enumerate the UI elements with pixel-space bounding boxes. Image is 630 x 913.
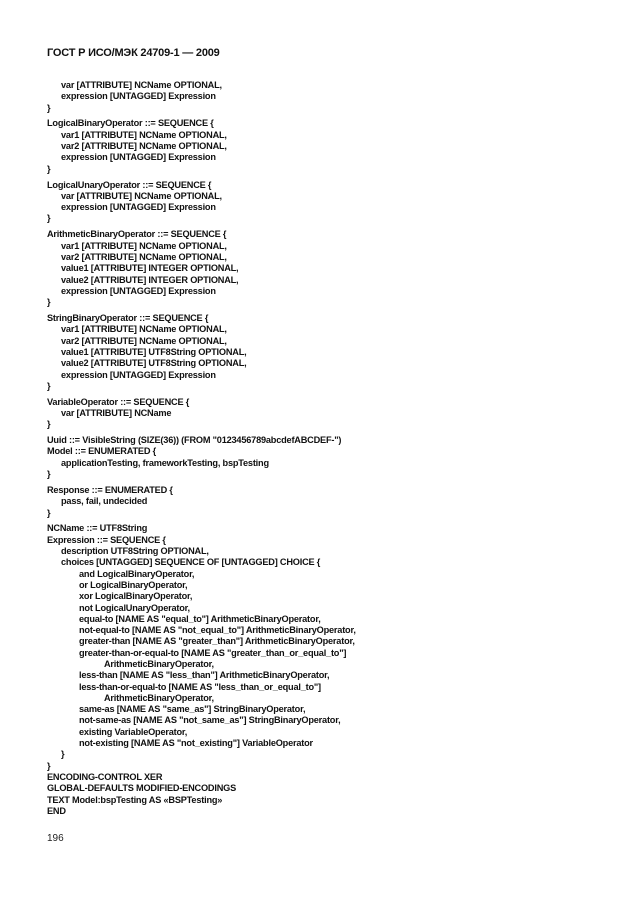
code-line: description UTF8String OPTIONAL,: [61, 546, 209, 557]
asn1-code-listing: [47, 80, 356, 817]
code-line: expression [UNTAGGED] Expression: [61, 369, 216, 380]
code-line: }: [47, 213, 51, 224]
code-line: and LogicalBinaryOperator,: [79, 568, 195, 579]
code-line: ArithmeticBinaryOperator,: [104, 659, 214, 669]
document-header: ГОСТ Р ИСО/МЭК 24709-1 — 2009: [47, 47, 220, 59]
code-line: var [ATTRIBUTE] NCName OPTIONAL,: [61, 190, 222, 201]
code-line: var [ATTRIBUTE] NCName: [61, 407, 172, 418]
code-line: TEXT Model:bspTesting AS «BSPTesting»: [47, 794, 223, 805]
code-line: var2 [ATTRIBUTE] NCName OPTIONAL,: [61, 335, 227, 346]
code-line: VariableOperator ::= SEQUENCE {: [47, 396, 190, 407]
code-line: Expression ::= SEQUENCE {: [47, 534, 166, 545]
code-line: Model ::= ENUMERATED {: [47, 446, 156, 457]
code-line: expression [UNTAGGED] Expression: [61, 202, 216, 213]
code-line: LogicalBinaryOperator ::= SEQUENCE {: [47, 118, 214, 129]
code-line: or LogicalBinaryOperator,: [79, 579, 188, 590]
code-line: same-as [NAME AS "same_as"] StringBinaryOperator,: [79, 704, 306, 715]
code-line: existing VariableOperator,: [79, 726, 188, 737]
code-line: value1 [ATTRIBUTE] UTF8String OPTIONAL,: [61, 346, 247, 357]
code-line: expression [UNTAGGED] Expression: [61, 285, 216, 296]
code-line: }: [47, 297, 51, 308]
code-line: choices [UNTAGGED] SEQUENCE OF [UNTAGGED] CHOICE {: [61, 557, 321, 568]
code-line: applicationTesting, frameworkTesting, bspTesting: [61, 457, 269, 468]
code-line: value1 [ATTRIBUTE] INTEGER OPTIONAL,: [61, 263, 239, 274]
code-line: less-than-or-equal-to [NAME AS "less_than_or_equal_to"]: [79, 681, 321, 692]
code-line: ENCODING-CONTROL XER: [47, 771, 163, 782]
code-line: var2 [ATTRIBUTE] NCName OPTIONAL,: [61, 251, 227, 262]
code-line: var [ATTRIBUTE] NCName OPTIONAL,: [61, 80, 222, 90]
code-line: value2 [ATTRIBUTE] INTEGER OPTIONAL,: [61, 274, 239, 285]
code-line: LogicalUnaryOperator ::= SEQUENCE {: [47, 179, 212, 190]
code-line: xor LogicalBinaryOperator,: [79, 591, 193, 602]
code-line: }: [47, 419, 51, 430]
code-line: var1 [ATTRIBUTE] NCName OPTIONAL,: [61, 240, 227, 251]
code-line: }: [47, 102, 51, 113]
code-line: not-same-as [NAME AS "not_same_as"] StringBinaryOperator,: [79, 715, 341, 726]
code-line: Response ::= ENUMERATED {: [47, 484, 173, 495]
code-line: value2 [ATTRIBUTE] UTF8String OPTIONAL,: [61, 358, 247, 369]
code-line: Uuid ::= VisibleString (SIZE(36)) (FROM "0123456789abcdefABCDEF-"): [47, 435, 342, 446]
code-line: not LogicalUnaryOperator,: [79, 602, 190, 613]
code-line: greater-than [NAME AS "greater_than"] ArithmeticBinaryOperator,: [79, 636, 355, 647]
code-line: }: [47, 760, 51, 771]
code-line: expression [UNTAGGED] Expression: [61, 152, 216, 163]
code-line: not-existing [NAME AS "not_existing"] VariableOperator: [79, 738, 313, 749]
code-line: less-than [NAME AS "less_than"] ArithmeticBinaryOperator,: [79, 670, 330, 681]
code-line: }: [47, 163, 51, 174]
code-line: END: [47, 805, 66, 816]
code-line: NCName ::= UTF8String: [47, 523, 148, 534]
code-line: not-equal-to [NAME AS "not_equal_to"] ArithmeticBinaryOperator,: [79, 625, 356, 636]
code-line: }: [47, 507, 51, 518]
code-line: expression [UNTAGGED] Expression: [61, 91, 216, 102]
code-line: }: [47, 469, 51, 480]
code-line: pass, fail, undecided: [61, 496, 148, 507]
code-line: ArithmeticBinaryOperator,: [104, 692, 214, 703]
code-line: }: [61, 749, 65, 760]
code-line: var1 [ATTRIBUTE] NCName OPTIONAL,: [61, 324, 227, 335]
code-line: ArithmeticBinaryOperator ::= SEQUENCE {: [47, 229, 227, 240]
code-line: var1 [ATTRIBUTE] NCName OPTIONAL,: [61, 129, 227, 140]
code-line: }: [47, 380, 51, 391]
code-line: var2 [ATTRIBUTE] NCName OPTIONAL,: [61, 141, 227, 152]
code-line: equal-to [NAME AS "equal_to"] ArithmeticBinaryOperator,: [79, 613, 321, 624]
code-line: greater-than-or-equal-to [NAME AS "greater_than_or_equal_to"]: [79, 647, 347, 658]
code-line: StringBinaryOperator ::= SEQUENCE {: [47, 313, 209, 324]
code-line: GLOBAL-DEFAULTS MODIFIED-ENCODINGS: [47, 783, 237, 794]
page-number: 196: [47, 833, 64, 844]
